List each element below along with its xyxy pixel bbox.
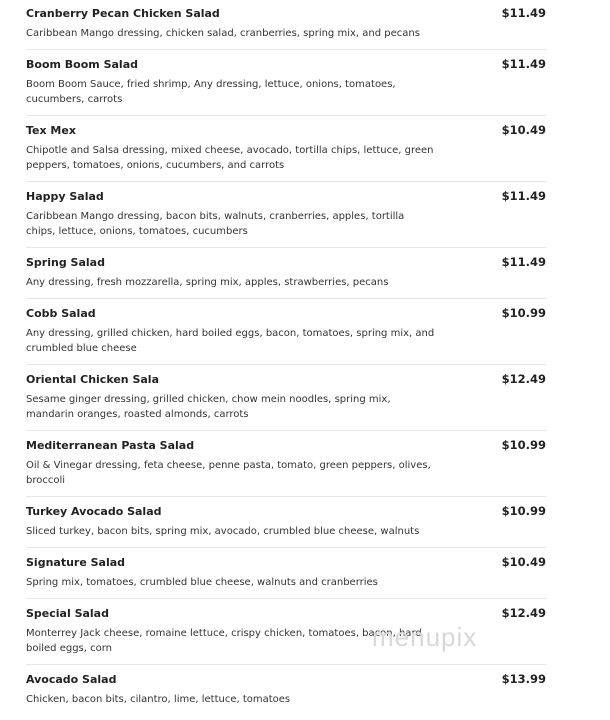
menu-item [26,248,546,299]
item-price: $10.49 [501,123,546,137]
item-price: $10.99 [501,306,546,320]
description-line: Any dressing, fresh mozzarella, spring mix, apples, strawberries, pecans [26,277,389,288]
item-description [26,326,546,356]
item-description [26,392,546,422]
item-name: Cobb Salad [26,307,96,320]
description-line: Monterrey Jack cheese, romaine lettuce, crispy chicken, tomatoes, bacon, hard [26,628,422,639]
description-line: boiled eggs, corn [26,643,113,654]
menu-item [26,182,546,248]
description-line: broccoli [26,475,66,486]
item-price: $11.49 [501,255,546,269]
description-line: Boom Boom Sauce, fried shrimp, Any dressing, lettuce, onions, tomatoes, [26,79,396,90]
item-description [26,575,546,590]
item-name: Avocado Salad [26,673,117,686]
item-name: Boom Boom Salad [26,58,138,71]
menu-item [26,548,546,599]
item-price: $10.99 [501,504,546,518]
description-line: Any dressing, grilled chicken, hard boiled eggs, bacon, tomatoes, spring mix, and [26,328,435,339]
item-price: $13.99 [501,672,546,686]
item-name: Mediterranean Pasta Salad [26,439,195,452]
item-name: Cranberry Pecan Chicken Salad [26,7,220,20]
description-line: crumbled blue cheese [26,343,137,354]
watermark-logo: menupix [372,622,478,652]
item-price: $12.49 [501,372,546,386]
item-name: Oriental Chicken Sala [26,373,159,386]
description-line: Oil & Vinegar dressing, feta cheese, penne pasta, tomato, green peppers, olives, [26,460,431,471]
description-line: Chicken, bacon bits, cilantro, lime, lettuce, tomatoes [26,694,291,705]
item-description [26,524,546,539]
description-line: Caribbean Mango dressing, chicken salad, cranberries, spring mix, and pecans [26,28,420,39]
menu-item [26,665,546,715]
description-line: cucumbers, carrots [26,94,123,105]
item-description [26,458,546,488]
description-line: Sliced turkey, bacon bits, spring mix, avocado, crumbled blue cheese, walnuts [26,526,420,537]
description-line: peppers, tomatoes, onions, cucumbers, and carrots [26,160,285,171]
item-description [26,26,546,41]
item-description [26,143,546,173]
item-price: $12.49 [501,606,546,620]
item-price: $10.49 [501,555,546,569]
menu-item [26,50,546,116]
item-description [26,692,546,707]
menu-item [26,497,546,548]
menu-item [26,431,546,497]
item-price: $11.49 [501,57,546,71]
description-line: Caribbean Mango dressing, bacon bits, walnuts, cranberries, apples, tortilla [26,211,405,222]
menu-item [26,365,546,431]
item-price: $11.49 [501,189,546,203]
description-line: Sesame ginger dressing, grilled chicken, chow mein noodles, spring mix, [26,394,391,405]
item-name: Turkey Avocado Salad [26,505,162,518]
menu-list [26,0,546,715]
menu-item [26,299,546,365]
item-name: Happy Salad [26,190,104,203]
item-description [26,275,546,290]
description-line: Chipotle and Salsa dressing, mixed cheese, avocado, tortilla chips, lettuce, green [26,145,434,156]
item-name: Signature Salad [26,556,126,569]
item-name: Spring Salad [26,256,105,269]
menu-item [26,116,546,182]
item-name: Special Salad [26,607,109,620]
description-line: mandarin oranges, roasted almonds, carrots [26,409,249,420]
item-price: $10.99 [501,438,546,452]
menu-item [26,0,546,50]
item-description [26,209,546,239]
description-line: Spring mix, tomatoes, crumbled blue cheese, walnuts and cranberries [26,577,378,588]
item-name: Tex Mex [26,124,76,137]
item-description [26,77,546,107]
description-line: chips, lettuce, onions, tomatoes, cucumbers [26,226,248,237]
item-price: $11.49 [501,6,546,20]
